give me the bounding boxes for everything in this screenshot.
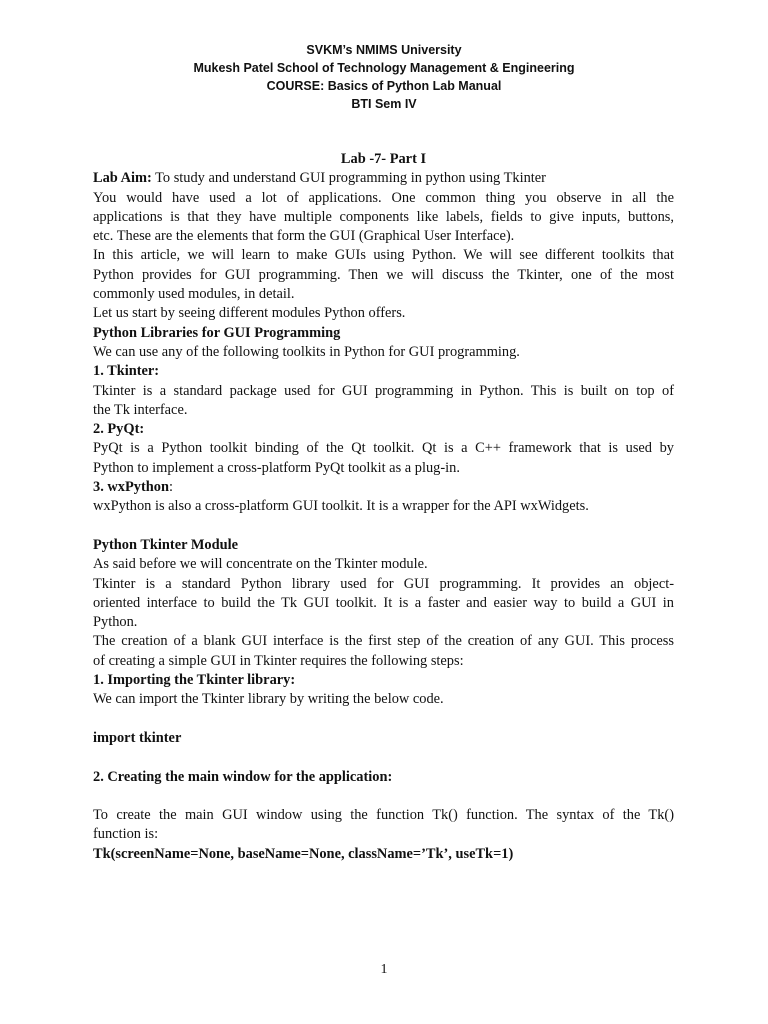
paragraph-line: of creating a simple GUI in Tkinter requires the following steps: — [93, 652, 464, 669]
paragraph-line: Python. — [93, 614, 138, 631]
code-import-tkinter: import tkinter — [93, 729, 182, 746]
paragraph-line: oriented interface to build the Tk GUI toolkit. It is a faster and easier way to build a GUI in — [93, 594, 674, 611]
paragraph-line: Tkinter is a standard package used for GUI programming in Python. This is built on top of — [93, 382, 674, 399]
semester-label: BTI Sem IV — [351, 97, 417, 111]
paragraph-line: Python to implement a cross-platform PyQt toolkit as a plug-in. — [93, 459, 460, 476]
paragraph-line: We can use any of the following toolkits in Python for GUI programming. — [93, 343, 520, 360]
subheading-wxpython — [93, 478, 674, 497]
paragraph-line: Python provides for GUI programming. Then we will discuss the Tkinter, one of the most — [93, 266, 674, 283]
paragraph-line: As said before we will concentrate on the Tkinter module. — [93, 556, 428, 573]
spacer — [93, 710, 674, 729]
subheading-wxpython-colon: : — [168, 479, 173, 496]
paragraph-line: commonly used modules, in detail. — [93, 286, 295, 303]
subheading-tkinter: 1. Tkinter: — [93, 363, 160, 380]
course-title: COURSE: Basics of Python Lab Manual — [266, 79, 502, 93]
section-heading-libraries: Python Libraries for GUI Programming — [93, 324, 341, 341]
page-number: 1 — [380, 962, 388, 977]
university-name: SVKM’s NMIMS University — [306, 43, 462, 57]
section-heading-module: Python Tkinter Module — [93, 536, 238, 553]
paragraph-line: Let us start by seeing different modules Python offers. — [93, 305, 406, 322]
paragraph-line: etc. These are the elements that form the GUI (Graphical User Interface). — [93, 228, 515, 245]
document-body — [93, 150, 674, 864]
lab-title: Lab -7- Part I — [340, 151, 427, 167]
subheading-pyqt: 2. PyQt: — [93, 421, 145, 438]
paragraph-line: wxPython is also a cross-platform GUI toolkit. It is a wrapper for the API wxWidgets. — [93, 498, 589, 515]
paragraph-line: The creation of a blank GUI interface is the first step of the creation of any GUI. This process — [93, 633, 674, 650]
paragraph-line: PyQt is a Python toolkit binding of the Qt toolkit. Qt is a C++ framework that is used by — [93, 440, 674, 457]
document-header — [0, 41, 768, 113]
paragraph-line: In this article, we will learn to make GUIs using Python. We will see different toolkits that — [93, 247, 674, 264]
paragraph-line: We can import the Tkinter library by writing the below code. — [93, 691, 444, 708]
code-tk-syntax: Tk(screenName=None, baseName=None, className=’Tk’, useTk=1) — [93, 845, 514, 862]
paragraph-line: To create the main GUI window using the function Tk() function. The syntax of the Tk() — [93, 807, 674, 824]
school-name: Mukesh Patel School of Technology Management & Engineering — [193, 61, 575, 75]
paragraph-line: function is: — [93, 826, 159, 843]
spacer — [93, 748, 674, 767]
subheading-wxpython-label: 3. wxPython — [93, 479, 169, 496]
spacer — [93, 787, 674, 806]
lab-aim-text: To study and understand GUI programming in python using Tkinter — [151, 170, 546, 187]
paragraph-line: Tkinter is a standard Python library used for GUI programming. It provides an object- — [93, 575, 674, 592]
lab-aim-label: Lab Aim: — [93, 170, 152, 187]
paragraph-line: the Tk interface. — [93, 401, 188, 418]
paragraph-line: You would have used a lot of applications. One common thing you observe in all the — [93, 189, 674, 206]
step-heading-main-window: 2. Creating the main window for the application: — [93, 768, 393, 785]
paragraph-line: applications is that they have multiple components like labels, fields to give inputs, buttons, — [93, 208, 674, 225]
spacer — [93, 517, 674, 536]
step-heading-import: 1. Importing the Tkinter library: — [93, 672, 296, 689]
lab-aim — [93, 169, 674, 188]
